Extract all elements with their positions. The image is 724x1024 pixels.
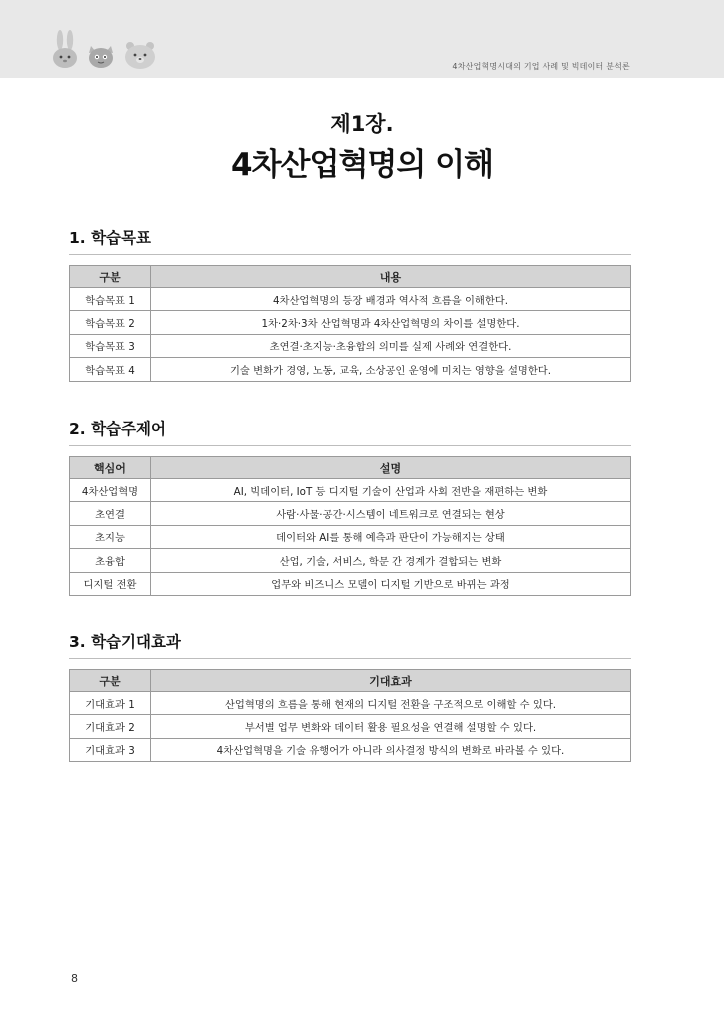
table-cell: 1차·2차·3차 산업혁명과 4차산업혁명의 차이를 설명한다. <box>151 311 631 334</box>
table-cell: 산업혁명의 흐름을 통해 현재의 디지털 전환을 구조적으로 이해할 수 있다. <box>151 692 631 715</box>
table-cell: 4차산업혁명의 등장 배경과 역사적 흐름을 이해한다. <box>151 288 631 311</box>
section-heading: 3. 학습기대효과 <box>69 630 631 659</box>
chapter-title: 4차산업혁명의 이해 <box>231 147 493 183</box>
table-row <box>70 572 631 595</box>
table-cell: 데이터와 AI를 통해 예측과 판단이 가능해지는 상태 <box>151 525 631 548</box>
section-expected-effects <box>69 630 631 762</box>
column-header: 구분 <box>70 670 151 692</box>
column-header: 내용 <box>151 266 631 288</box>
table-cell: 디지털 전환 <box>70 572 151 595</box>
section-heading: 1. 학습목표 <box>69 226 631 255</box>
section-learning-goals <box>69 226 631 382</box>
table-header-row <box>70 266 631 288</box>
table-header-row <box>70 457 631 479</box>
section-heading: 2. 학습주제어 <box>69 417 631 446</box>
table-row <box>70 738 631 761</box>
chapter-number: 제1장. <box>330 112 394 136</box>
table-row <box>70 525 631 548</box>
table-cell: 업무와 비즈니스 모델이 디지털 기반으로 바뀌는 과정 <box>151 572 631 595</box>
table-row <box>70 549 631 572</box>
cat-icon <box>86 40 116 70</box>
table-cell: AI, 빅데이터, IoT 등 디지털 기술이 산업과 사회 전반을 재편하는 변화 <box>151 479 631 502</box>
mascot-group <box>50 30 158 70</box>
table-header-row <box>70 670 631 692</box>
section-key-terms <box>69 417 631 596</box>
table-cell: 4차산업혁명을 기술 유행어가 아니라 의사결정 방식의 변화로 바라볼 수 있다. <box>151 738 631 761</box>
table-cell: 사람·사물·공간·시스템이 네트워크로 연결되는 현상 <box>151 502 631 525</box>
table-row <box>70 334 631 357</box>
column-header: 핵심어 <box>70 457 151 479</box>
table-cell: 기대효과 3 <box>70 738 151 761</box>
table-row <box>70 358 631 381</box>
table-row <box>70 715 631 738</box>
table-row <box>70 479 631 502</box>
bear-icon <box>122 38 158 70</box>
table-cell: 초연결·초지능·초융합의 의미를 실제 사례와 연결한다. <box>151 334 631 357</box>
table-cell: 초연결 <box>70 502 151 525</box>
table-cell: 기대효과 1 <box>70 692 151 715</box>
expected-effects-table <box>69 669 631 762</box>
rabbit-icon <box>50 30 80 70</box>
table-row <box>70 288 631 311</box>
table-cell: 산업, 기술, 서비스, 학문 간 경계가 결합되는 변화 <box>151 549 631 572</box>
key-terms-table <box>69 456 631 596</box>
table-row <box>70 502 631 525</box>
column-header: 기대효과 <box>151 670 631 692</box>
learning-goals-table <box>69 265 631 382</box>
column-header: 설명 <box>151 457 631 479</box>
table-cell: 기술 변화가 경영, 노동, 교육, 소상공인 운영에 미치는 영향을 설명한다. <box>151 358 631 381</box>
table-cell: 초지능 <box>70 525 151 548</box>
column-header: 구분 <box>70 266 151 288</box>
table-cell: 학습목표 1 <box>70 288 151 311</box>
table-row <box>70 311 631 334</box>
table-cell: 학습목표 3 <box>70 334 151 357</box>
table-cell: 학습목표 2 <box>70 311 151 334</box>
table-cell: 학습목표 4 <box>70 358 151 381</box>
header-band <box>0 0 724 78</box>
table-cell: 4차산업혁명 <box>70 479 151 502</box>
table-cell: 초융합 <box>70 549 151 572</box>
table-row <box>70 692 631 715</box>
page-number: 8 <box>71 972 78 985</box>
table-cell: 기대효과 2 <box>70 715 151 738</box>
running-head: 4차산업혁명시대의 기업 사례 및 빅데이터 분석론 <box>452 62 630 71</box>
table-cell: 부서별 업무 변화와 데이터 활용 필요성을 연결해 설명할 수 있다. <box>151 715 631 738</box>
